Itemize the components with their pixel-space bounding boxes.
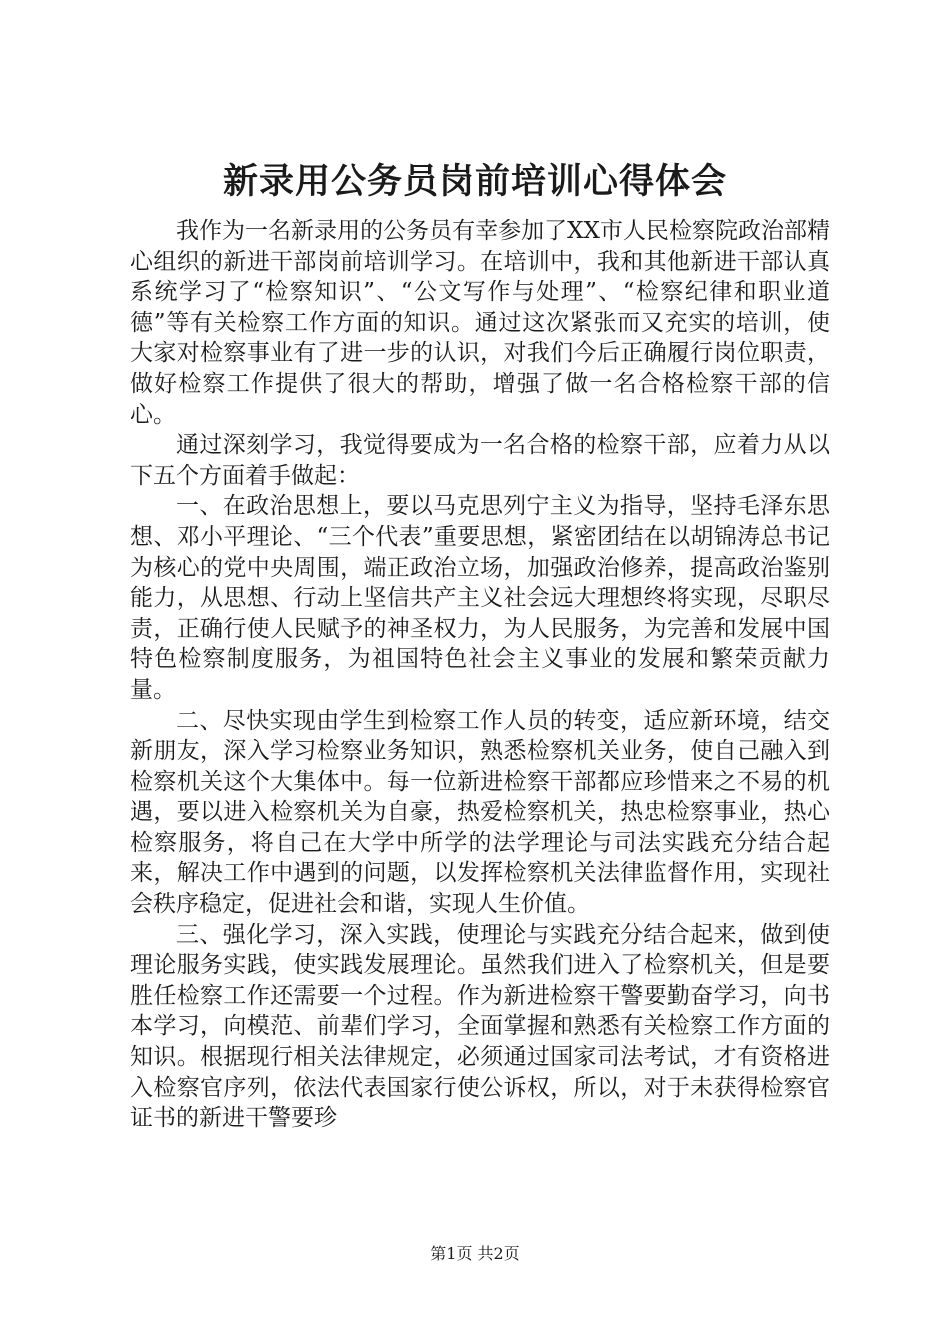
paragraph-point-2: 二、尽快实现由学生到检察工作人员的转变，适应新环境，结交新朋友，深入学习检察业务知识，熟悉检察机关业务，使自己融入到检察机关这个大集体中。每一位新进检察干部都应珍惜来之不易的机遇，要以进入检察机关为自豪，热爱检察机关，热忠检察事业，热心检察服务，将自己在大学中所学的法学理论与司法实践充分结合起来，解决工作中遇到的问题，以发挥检察机关法律监督作用，实现社会秩序稳定，促进社会和谐，实现人生价值。	[130, 707, 830, 918]
paragraph-intro: 我作为一名新录用的公务员有幸参加了XX市人民检察院政治部精心组织的新进干部岗前培训学习。在培训中，我和其他新进干部认真系统学习了“检察知识”、“公文写作与处理”、“检察纪律和职业道德”等有关检察工作方面的知识。通过这次紧张而又充实的培训，使大家对检察事业有了进一步的认识，对我们今后正确履行岗位职责，做好检察工作提供了很大的帮助，增强了做一名合格检察干部的信心。	[130, 218, 830, 428]
document-body	[130, 216, 830, 1134]
paragraph-overview: 通过深刻学习，我觉得要成为一名合格的检察干部，应着力从以下五个方面着手做起：	[130, 432, 830, 489]
page-number-footer: 第1页 共2页	[430, 1244, 520, 1263]
document-title: 新录用公务员岗前培训心得体会	[222, 161, 727, 202]
paragraph-point-3: 三、强化学习，深入实践，使理论与实践充分结合起来，做到使理论服务实践，使实践发展理论。虽然我们进入了检察机关，但是要胜任检察工作还需要一个过程。作为新进检察干警要勤奋学习，向书本学习，向模范、前辈们学习，全面掌握和熟悉有关检察工作方面的知识。根据现行相关法律规定，必须通过国家司法考试，才有资格进入检察官序列，依法代表国家行使公诉权，所以，对于未获得检察官证书的新进干警要珍	[130, 921, 830, 1132]
paragraph-point-1: 一、在政治思想上，要以马克思列宁主义为指导，坚持毛泽东思想、邓小平理论、“三个代表”重要思想，紧密团结在以胡锦涛总书记为核心的党中央周围，端正政治立场，加强政治修养，提高政治鉴别能力，从思想、行动上坚信共产主义社会远大理想终将实现，尽职尽责，正确行使人民赋予的神圣权力，为人民服务，为完善和发展中国特色检察制度服务，为祖国特色社会主义事业的发展和繁荣贡献力量。	[130, 493, 830, 703]
